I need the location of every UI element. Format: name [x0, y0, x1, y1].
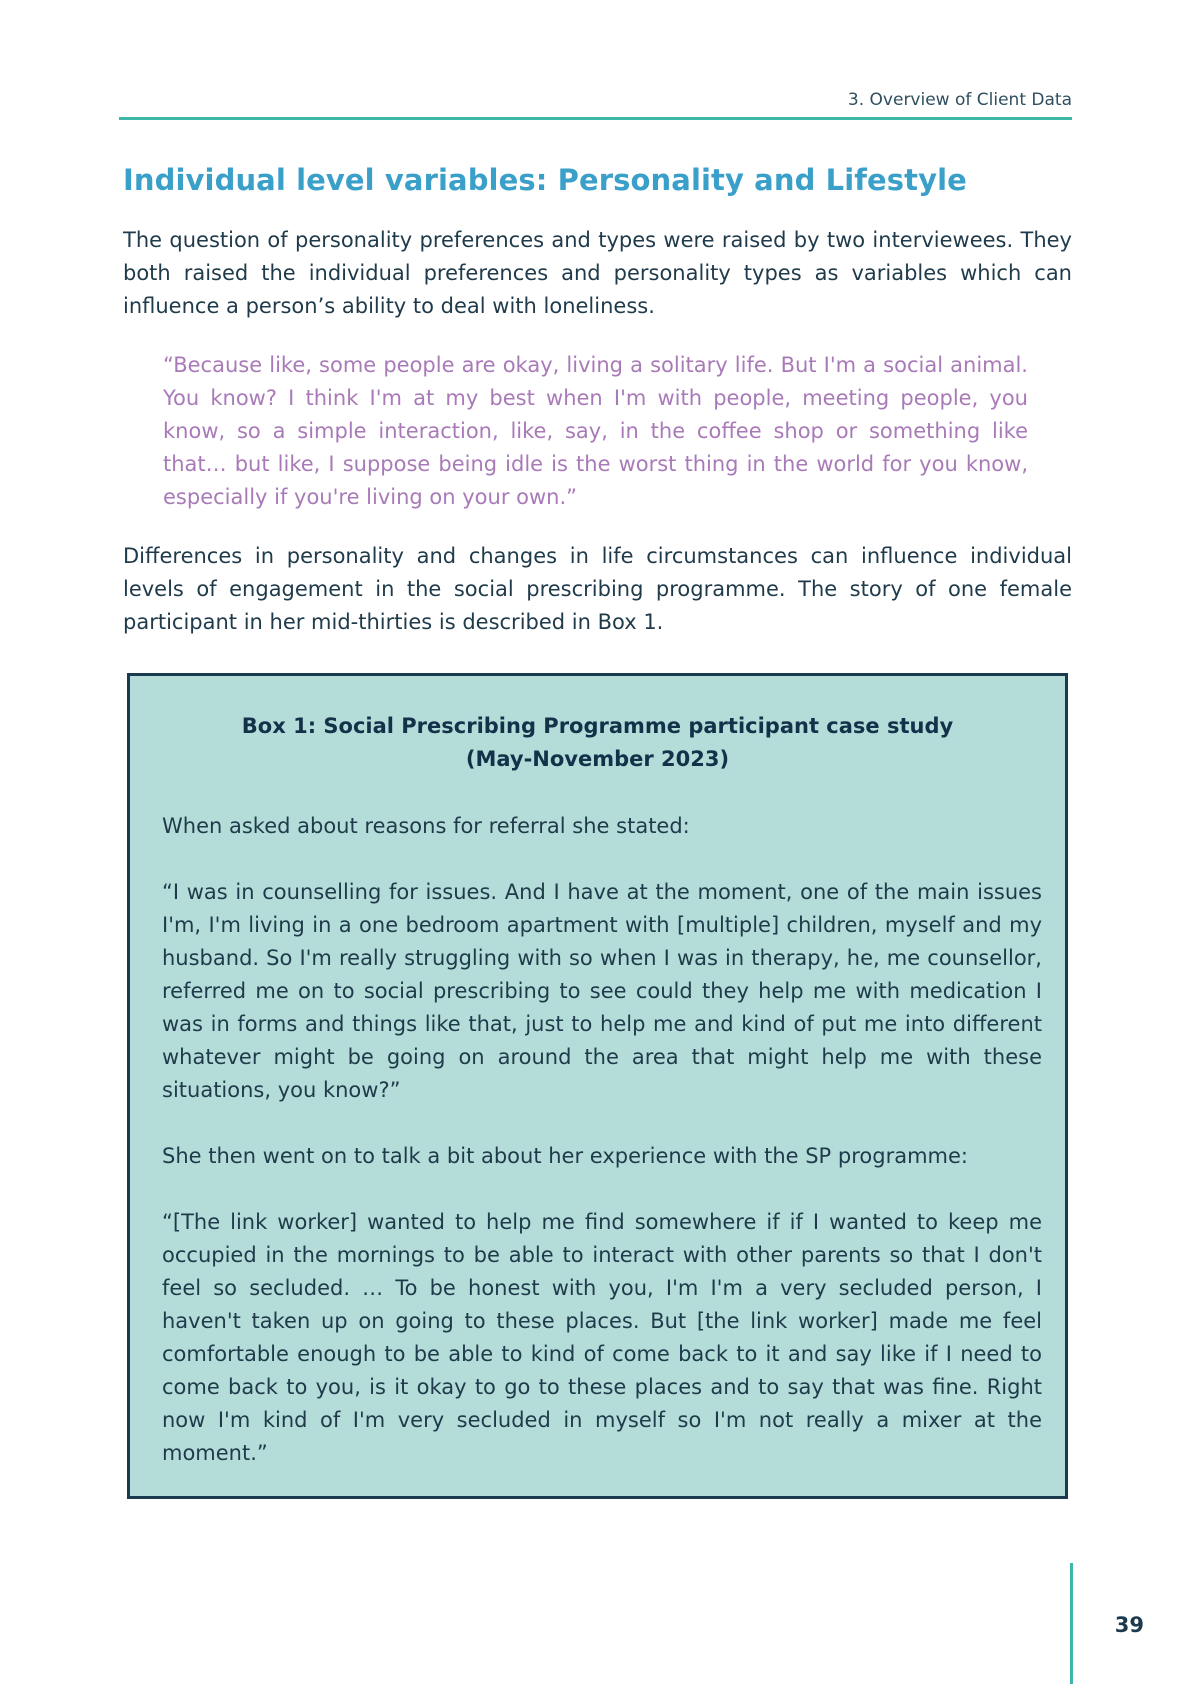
case-study-title-line-1: Box 1: Social Prescribing Programme participant case study	[241, 714, 954, 738]
running-header: 3. Overview of Client Data	[847, 90, 1072, 110]
interviewee-quote: “Because like, some people are okay, living a solitary life. But I'm a social animal. You know? I think I'm at my best when I'm with people, meeting people, you know, so a simple interaction, like, say, in the coffee shop or something like that… but like, I suppose being idle is the worst thing in the world for you know, especially if you're living on your own.”	[163, 353, 1028, 509]
intro-paragraph: The question of personality preferences and types were raised by two interviewees. They both raised the individual preferences and personality types as variables which can influence a person’s ability to deal with loneliness.	[123, 228, 1072, 318]
case-study-prompt-2: She then went on to talk a bit about her experience with the SP programme:	[162, 1144, 968, 1168]
section-title: Individual level variables: Personality and Lifestyle	[123, 163, 967, 197]
case-study-title-line-2: (May-November 2023)	[465, 747, 730, 771]
followup-paragraph: Differences in personality and changes in life circumstances can influence individual levels of engagement in the social prescribing programme. The story of one female participant in her mid-thirties is described in Box 1.	[123, 544, 1072, 634]
case-study-quote-1: “I was in counselling for issues. And I have at the moment, one of the main issues I'm, I'm living in a one bedroom apartment with [multiple] children, myself and my husband. So I'm really struggling with so when I was in therapy, he, me counsellor, referred me on to social prescribing to see could they help me with medication I was in forms and things like that, just to help me and kind of put me into different whatever might be going on around the area that might help me with these situations, you know?”	[162, 880, 1042, 1102]
case-study-prompt-1: When asked about reasons for referral she stated:	[162, 814, 690, 838]
case-study-box	[127, 673, 1068, 1499]
case-study-title	[130, 710, 1065, 776]
case-study-quote-2: “[The link worker] wanted to help me find somewhere if if I wanted to keep me occupied in the mornings to be able to interact with other parents so that I don't feel so secluded. … To be honest with you, I'm I'm a very secluded person, I haven't taken up on going to these places. But [the link worker] made me feel comfortable enough to be able to kind of come back to it and say like if I need to come back to you, is it okay to go to these places and to say that was fine. Right now I'm kind of I'm very secluded in myself so I'm not really a mixer at the moment.”	[162, 1210, 1042, 1465]
header-rule	[119, 117, 1072, 120]
page-number: 39	[1114, 1613, 1144, 1637]
footer-side-rule	[1070, 1563, 1073, 1684]
